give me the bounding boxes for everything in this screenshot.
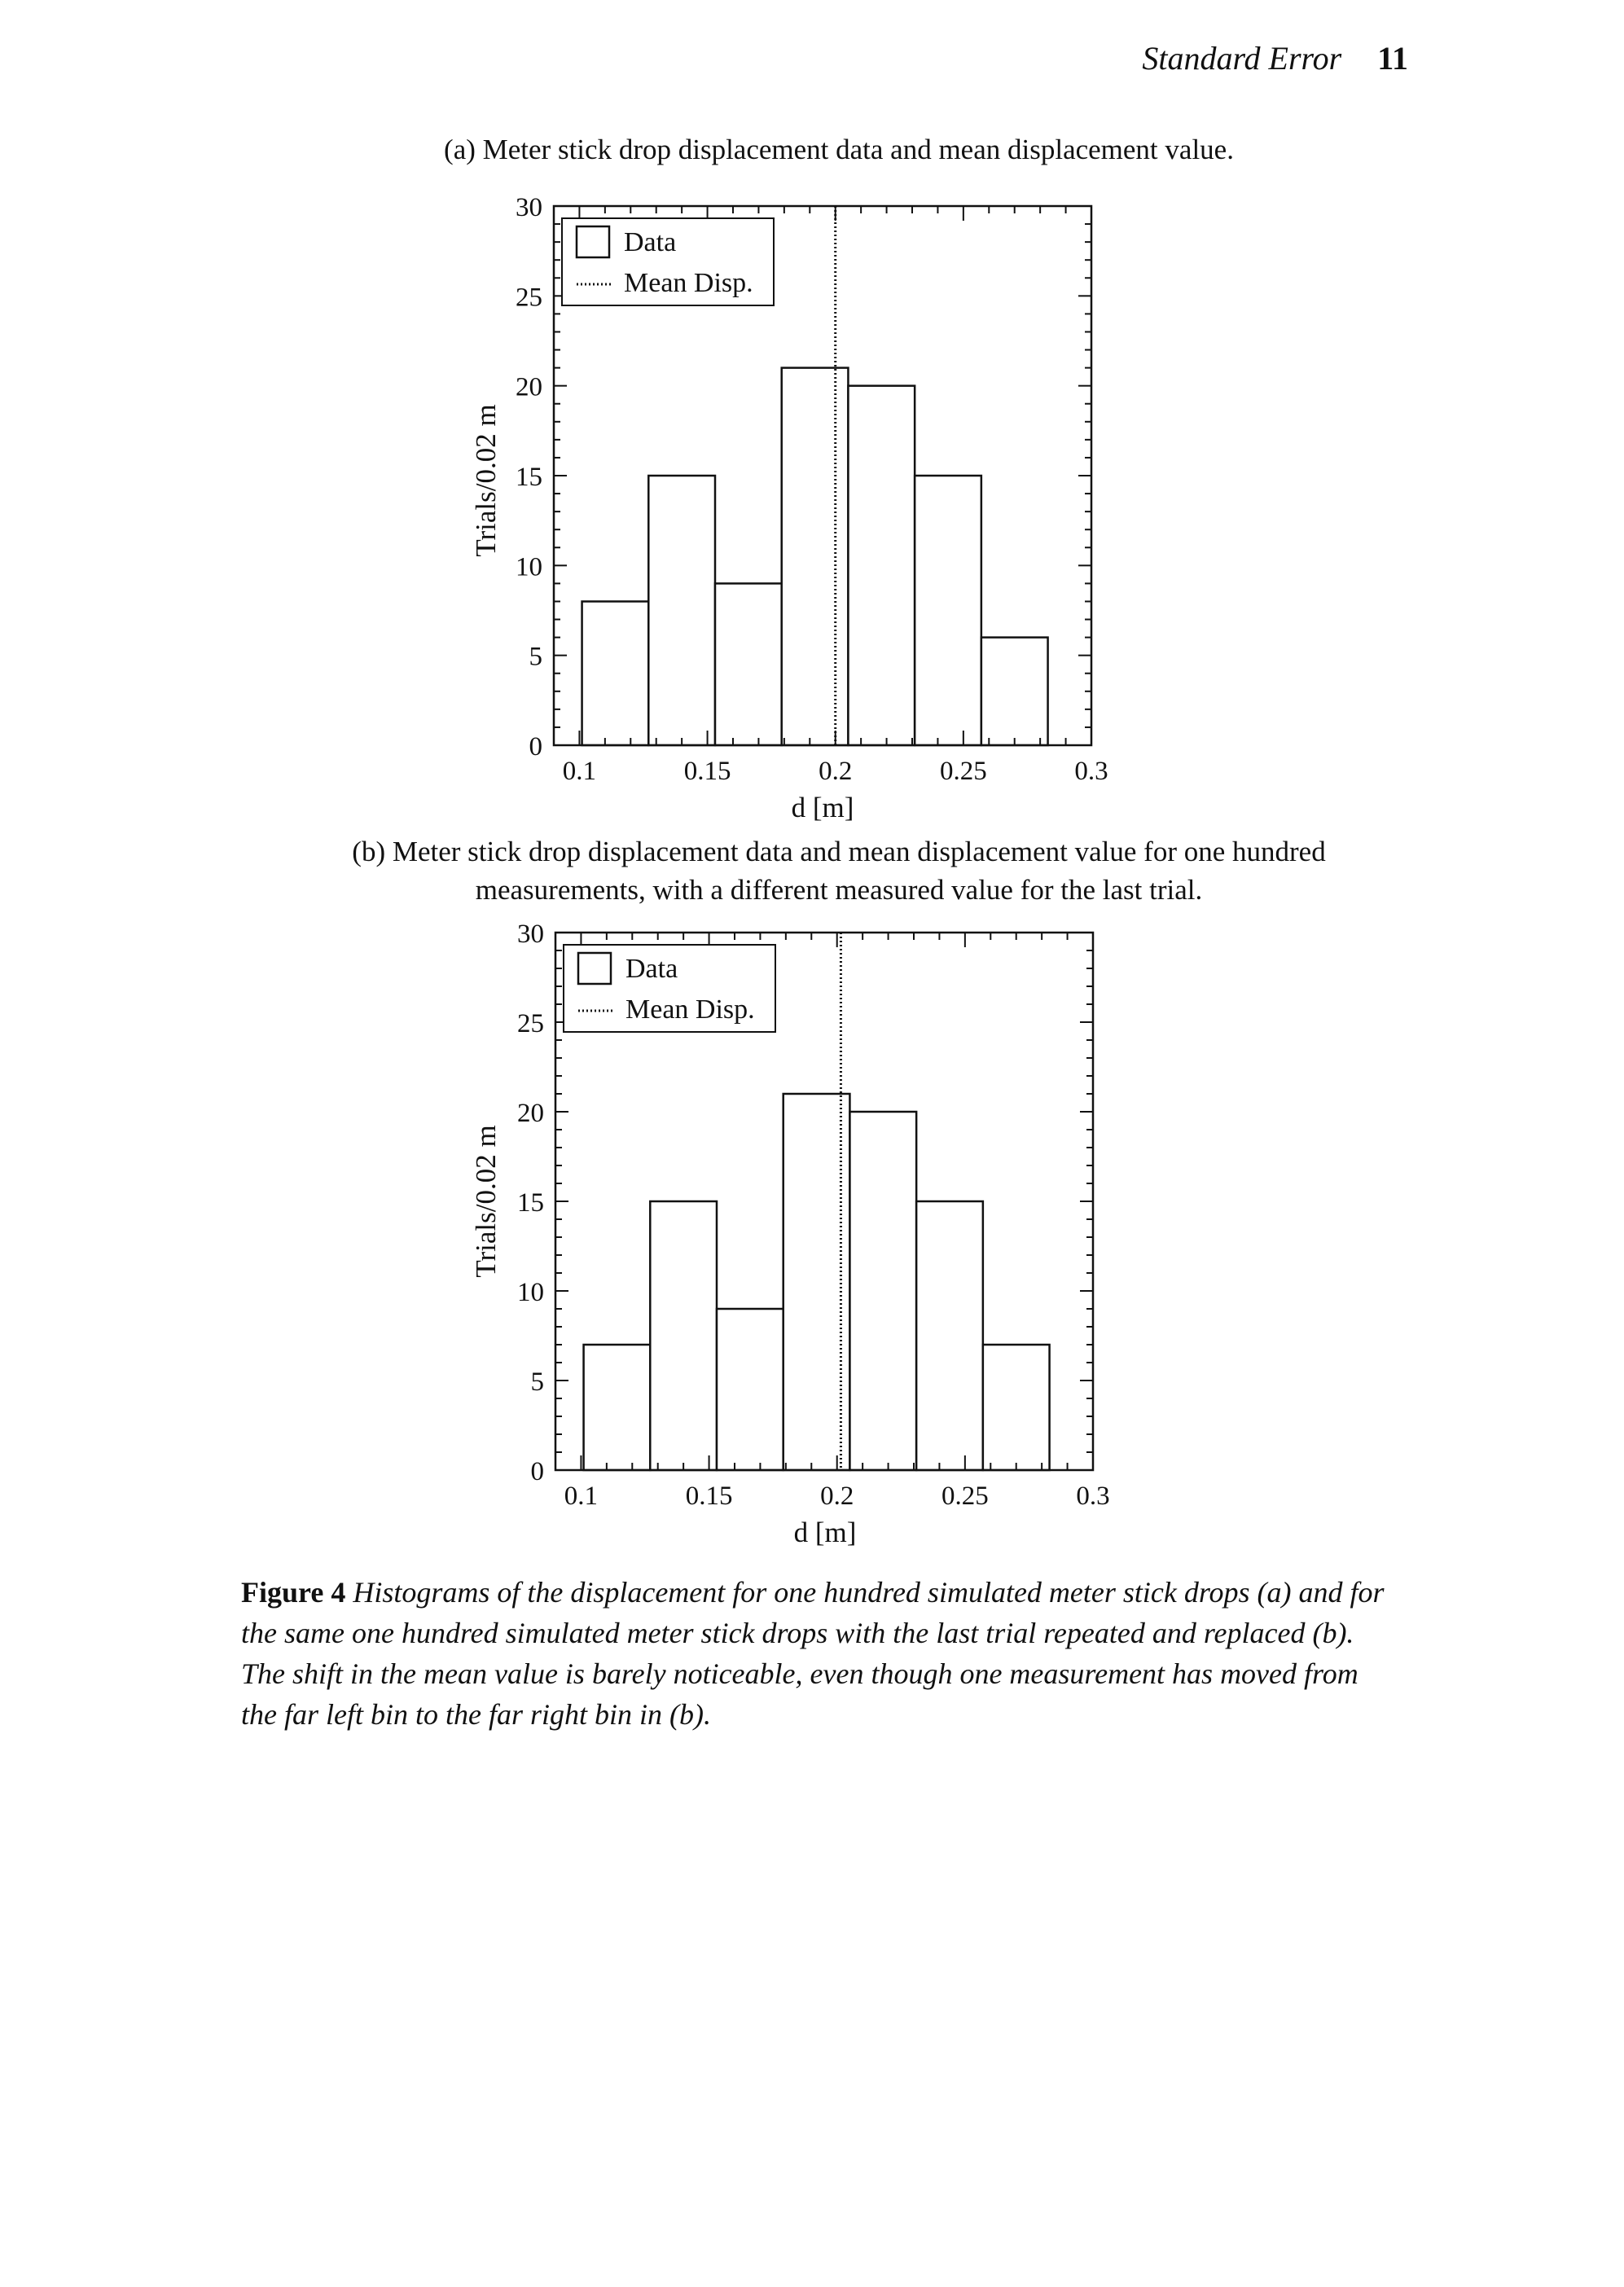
legend-data-swatch-b xyxy=(578,953,611,984)
xlabel-a: d [m] xyxy=(791,792,854,823)
xtick-label: 0.1 xyxy=(564,1482,599,1511)
legend-data-label-b: Data xyxy=(625,954,678,984)
xtick-label: 0.3 xyxy=(1074,757,1108,786)
panel-b-caption: (b) Meter stick drop displacement data and mean displacement value for one hundred measurements, with a different measured value for the last trial. xyxy=(352,836,1326,906)
xtick-label: 0.2 xyxy=(820,1482,854,1511)
xtick-label: 0.3 xyxy=(1076,1482,1110,1511)
legend-mean-label-b: Mean Disp. xyxy=(625,994,755,1025)
figure-label: Figure 4 xyxy=(241,1576,346,1609)
ytick-label: 15 xyxy=(517,1188,544,1218)
histogram-b-bar xyxy=(650,1201,717,1470)
xtick-label: 0.25 xyxy=(941,1482,989,1511)
xtick-label: 0.25 xyxy=(939,757,987,786)
xlabel-b: d [m] xyxy=(793,1517,857,1548)
running-head-title: Standard Error xyxy=(1142,40,1342,77)
histogram-b-bars xyxy=(584,1094,1050,1470)
xtick-label: 0.15 xyxy=(685,1482,733,1511)
histogram-b-bar xyxy=(849,1112,916,1470)
ytick-label: 10 xyxy=(517,1278,544,1307)
page-number: 11 xyxy=(1377,40,1408,77)
ytick-label: 5 xyxy=(529,642,542,672)
histogram-b-bar xyxy=(584,1345,651,1470)
ytick-label: 15 xyxy=(516,463,542,492)
ytick-label: 5 xyxy=(530,1367,544,1397)
figure-caption xyxy=(241,1572,1398,1735)
ytick-label: 30 xyxy=(517,920,544,949)
ytick-label: 25 xyxy=(517,1009,544,1038)
ylabel-b: Trials/0.02 m xyxy=(470,1125,502,1278)
legend-data-label-a: Data xyxy=(624,227,677,257)
ytick-label: 20 xyxy=(516,372,542,402)
ylabel-a: Trials/0.02 m xyxy=(470,404,502,557)
ytick-label: 25 xyxy=(516,283,542,313)
legend-mean-label-a: Mean Disp. xyxy=(624,268,753,298)
xtick-label: 0.1 xyxy=(562,757,597,786)
legend-b xyxy=(564,945,775,1032)
ytick-label: 10 xyxy=(516,552,542,582)
xtick-label: 0.2 xyxy=(819,757,853,786)
ytick-label: 0 xyxy=(529,732,542,762)
ytick-label: 20 xyxy=(517,1099,544,1128)
xtick-label: 0.15 xyxy=(683,757,731,786)
ytick-label: 30 xyxy=(516,193,542,222)
histogram-b-bar xyxy=(983,1345,1050,1470)
ytick-label: 0 xyxy=(530,1457,544,1486)
histogram-b-bar xyxy=(717,1309,783,1470)
histogram-b-bar xyxy=(916,1201,983,1470)
panel-a-caption: (a) Meter stick drop displacement data and mean displacement value. xyxy=(444,134,1234,165)
figure-caption-text: Histograms of the displacement for one hundred simulated meter stick drops (a) and for the same one hundred simulated meter stick drops with the last trial repeated and replaced (b). The shift in the mean value is barely noticeable, even though one measurement has moved from the far left bin to the far right bin in (b). xyxy=(241,1576,1385,1731)
